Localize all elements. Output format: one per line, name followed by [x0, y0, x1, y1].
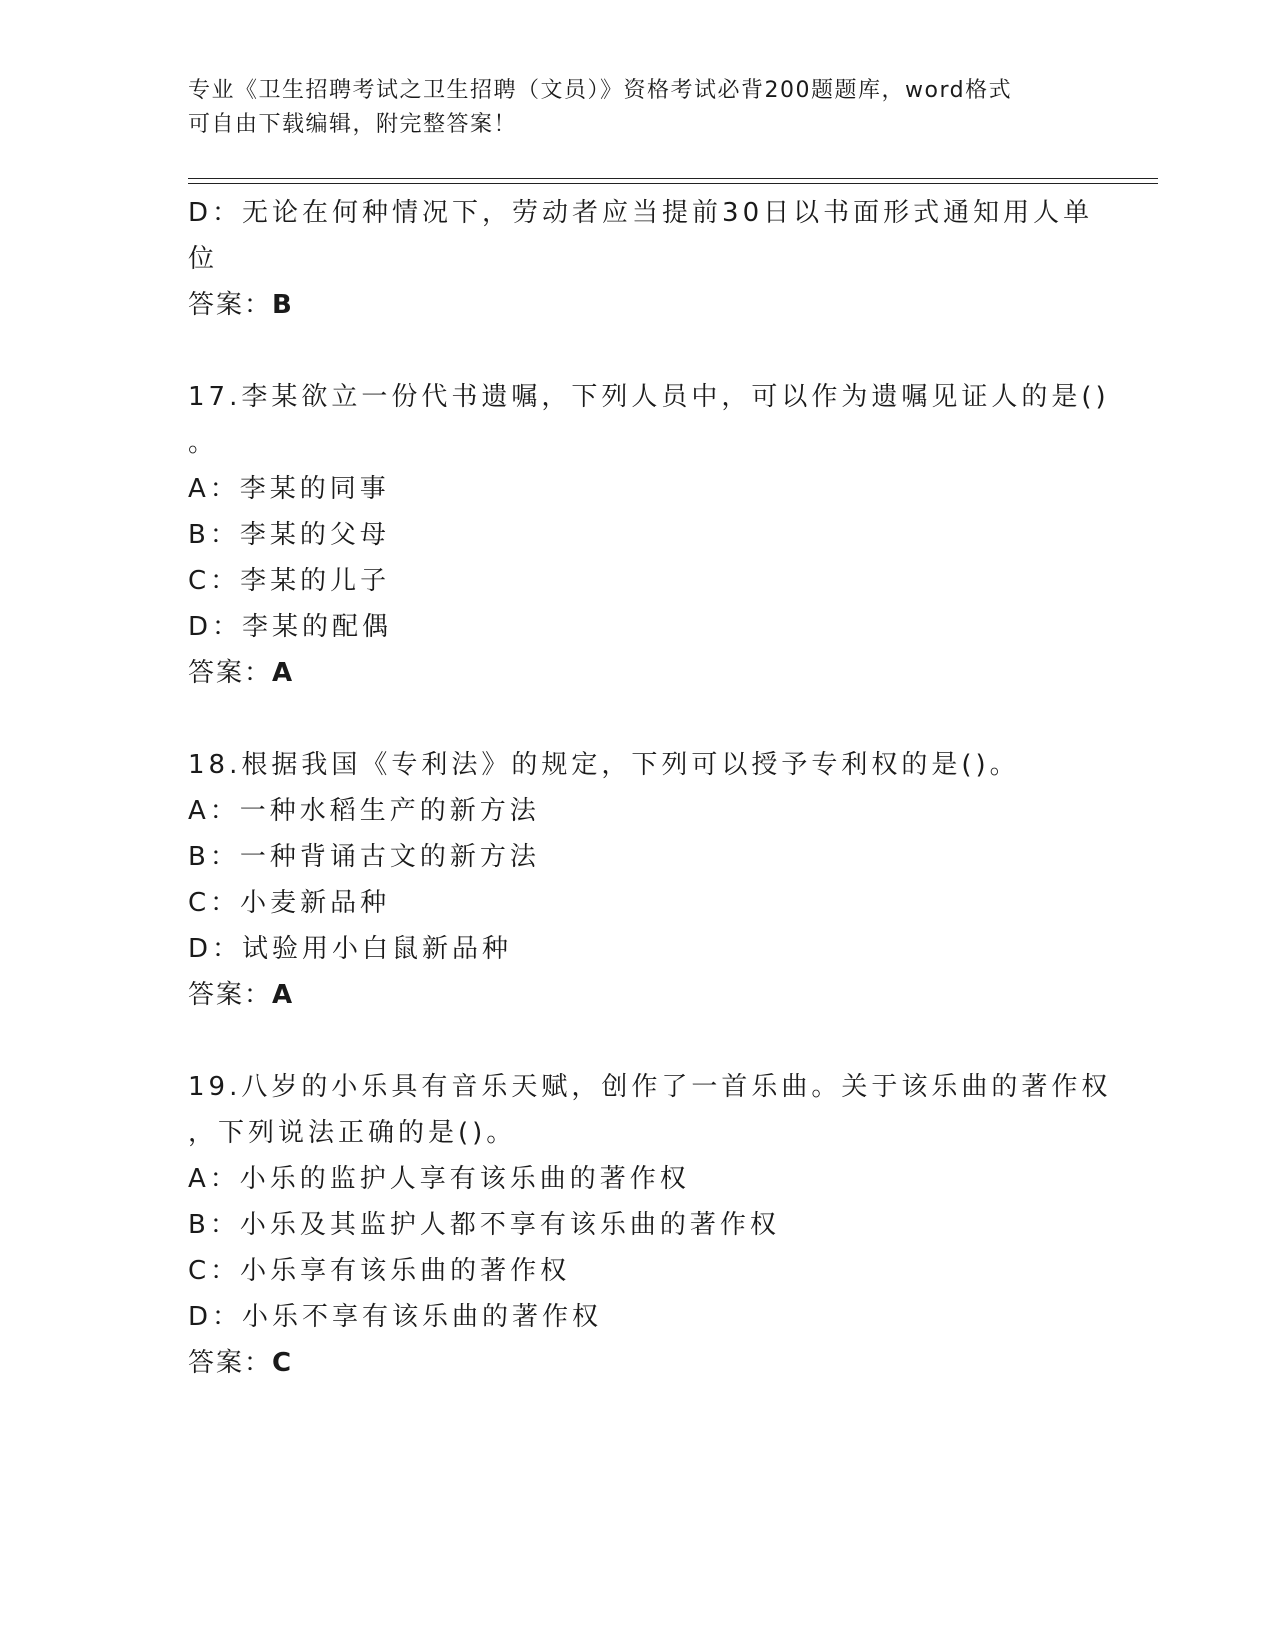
- option-b: B：小乐及其监护人都不享有该乐曲的著作权: [188, 1210, 780, 1240]
- answer-line: [188, 650, 1088, 696]
- header-divider-top: [188, 178, 1158, 179]
- document-header: [188, 74, 1088, 142]
- previous-question-tail: [188, 190, 1094, 328]
- question-content: [188, 190, 1112, 1386]
- option-c: C：小麦新品种: [188, 888, 391, 918]
- option-a: A：小乐的监护人享有该乐曲的著作权: [188, 1164, 690, 1194]
- answer-label: 答案：: [188, 290, 273, 320]
- answer-line: [188, 1340, 1088, 1386]
- question-stem: 17.李某欲立一份代书遗嘱，下列人员中，可以作为遗嘱见证人的是(): [188, 382, 1110, 412]
- header-line-2: 可自由下载编辑，附完整答案！: [188, 112, 518, 137]
- question-19: [188, 1064, 1112, 1386]
- spacer: [188, 1018, 1088, 1064]
- option-d: D：李某的配偶: [188, 612, 393, 642]
- header-line-1: 专业《卫生招聘考试之卫生招聘（文员）》资格考试必背200题题库，word格式: [188, 78, 1013, 103]
- option-b: B：李某的父母: [188, 520, 390, 550]
- answer-line: [188, 972, 1088, 1018]
- option-a: A：李某的同事: [188, 474, 390, 504]
- question-17: [188, 374, 1110, 696]
- spacer: [188, 696, 1088, 742]
- option-a: A：一种水稻生产的新方法: [188, 796, 540, 826]
- answer-line: [188, 282, 1088, 328]
- answer-value: C: [272, 1348, 294, 1378]
- option-b: B：一种背诵古文的新方法: [188, 842, 540, 872]
- option-c: C：李某的儿子: [188, 566, 391, 596]
- answer-label: 答案：: [188, 1348, 273, 1378]
- option-d: D：小乐不享有该乐曲的著作权: [188, 1302, 603, 1332]
- answer-value: A: [272, 980, 295, 1010]
- option-d: D：无论在何种情况下，劳动者应当提前30日以书面形式通知用人单: [188, 198, 1094, 228]
- spacer: [188, 328, 1088, 374]
- answer-value: B: [272, 290, 294, 320]
- question-stem: 18.根据我国《专利法》的规定，下列可以授予专利权的是()。: [188, 750, 1020, 780]
- option-c: C：小乐享有该乐曲的著作权: [188, 1256, 571, 1286]
- question-stem: 19.八岁的小乐具有音乐天赋，创作了一首乐曲。关于该乐曲的著作权: [188, 1072, 1112, 1102]
- question-18: [188, 742, 1088, 1018]
- answer-label: 答案：: [188, 658, 273, 688]
- answer-label: 答案：: [188, 980, 273, 1010]
- header-divider-bottom: [188, 183, 1158, 184]
- option-d-continued: 位: [188, 244, 219, 274]
- option-d: D：试验用小白鼠新品种: [188, 934, 513, 964]
- question-stem-continued: 。: [188, 428, 219, 458]
- question-stem-continued: ，下列说法正确的是()。: [188, 1118, 517, 1148]
- answer-value: A: [272, 658, 295, 688]
